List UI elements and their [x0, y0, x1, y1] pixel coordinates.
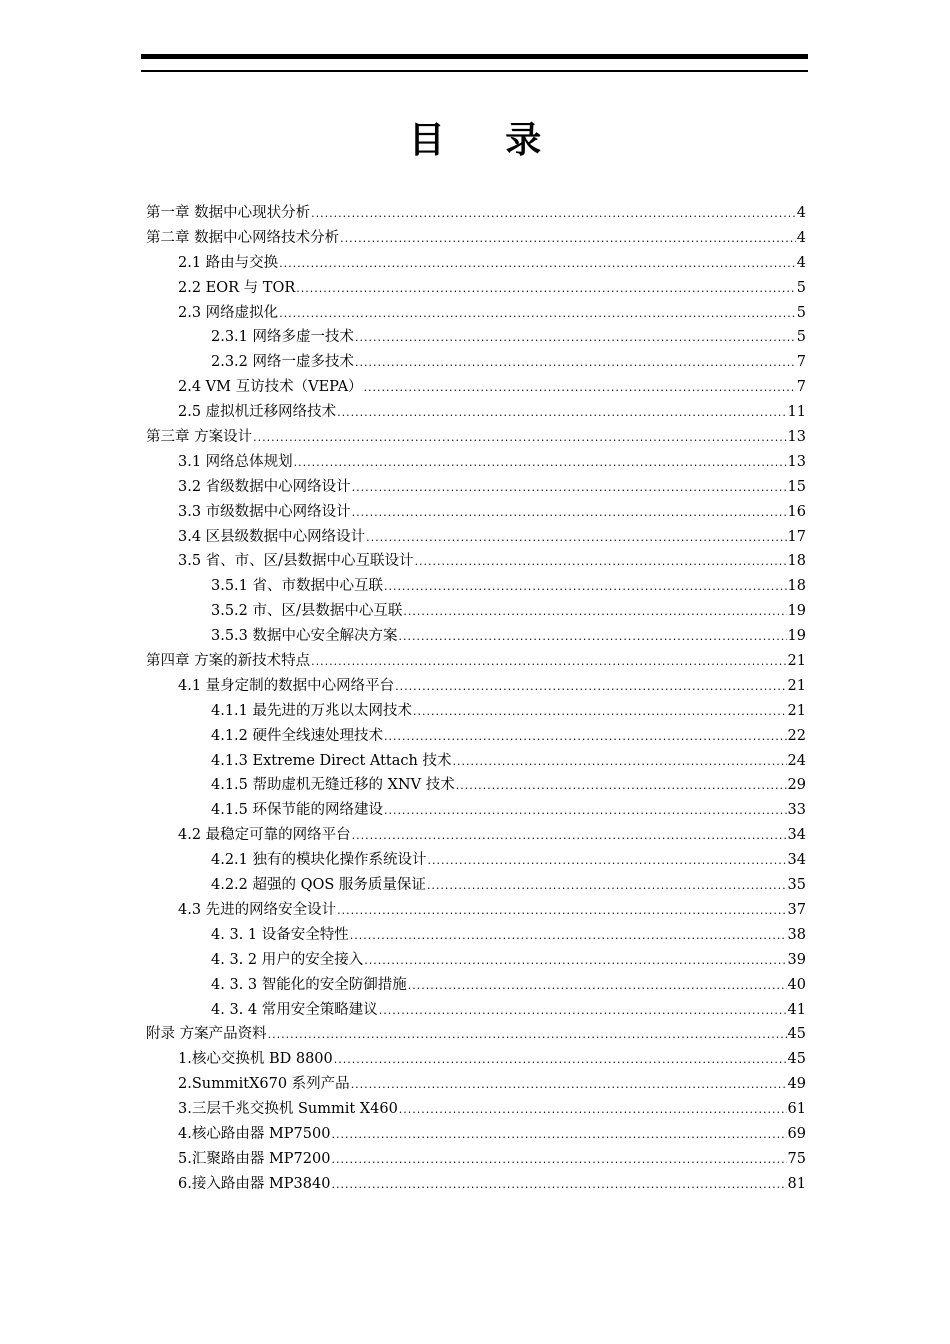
toc-dot-leader	[403, 600, 786, 625]
toc-entry-number: 1.	[178, 1051, 192, 1068]
toc-entry-title: 附录 方案产品资料	[146, 1026, 267, 1043]
toc-entry[interactable]	[146, 923, 806, 948]
toc-entry-title: 2.5 虚拟机迁移网络技术	[178, 404, 337, 421]
header-rule-thick	[141, 54, 808, 59]
toc-entry-page-number: 4	[796, 229, 806, 246]
toc-entry-title: 第一章 数据中心现状分析	[146, 205, 311, 221]
toc-dot-leader	[413, 700, 787, 725]
toc-dot-leader	[355, 351, 796, 376]
toc-entry-title: 4. 3. 4 常用安全策略建议	[211, 1001, 378, 1018]
toc-entry-page-number: 69	[787, 1125, 806, 1142]
toc-entry[interactable]	[146, 201, 806, 226]
toc-dot-leader	[399, 625, 787, 650]
toc-entry-page-number: 11	[787, 404, 806, 421]
toc-dot-leader	[352, 476, 787, 501]
toc-entry-title: 核心交换机 BD 8800	[191, 1051, 333, 1068]
toc-dot-leader	[366, 526, 786, 551]
toc-dot-leader	[253, 426, 786, 451]
toc-entry-number: 6.	[178, 1175, 192, 1192]
toc-entry[interactable]	[146, 749, 806, 774]
toc-entry[interactable]	[146, 1072, 806, 1097]
toc-dot-leader	[331, 1123, 786, 1148]
toc-dot-leader	[456, 774, 787, 799]
toc-entry[interactable]	[146, 425, 806, 450]
toc-dot-leader	[428, 849, 787, 874]
toc-entry-title: 2.3.1 网络多虚一技术	[211, 329, 355, 346]
toc-entry[interactable]	[146, 823, 806, 848]
toc-entry-title: 2.1 路由与交换	[178, 254, 279, 271]
toc-entry-page-number: 17	[787, 528, 806, 545]
toc-entry[interactable]	[146, 500, 806, 525]
toc-entry-title: 2.3 网络虚拟化	[178, 304, 279, 321]
toc-entry[interactable]	[146, 525, 806, 550]
toc-entry-page-number: 34	[787, 827, 806, 844]
toc-dot-leader	[279, 252, 796, 277]
toc-entry-page-number: 5	[796, 304, 806, 321]
toc-entry-page-number: 4	[796, 254, 806, 271]
toc-entry-page-number: 5	[796, 329, 806, 346]
toc-entry[interactable]	[146, 773, 806, 798]
toc-entry[interactable]	[146, 276, 806, 301]
toc-entry-page-number: 7	[796, 354, 806, 371]
toc-dot-leader	[311, 202, 796, 227]
toc-dot-leader	[379, 999, 787, 1024]
toc-entry-title: 2.2 EOR 与 TOR	[178, 279, 296, 296]
toc-dot-leader	[395, 675, 786, 700]
toc-entry-page-number: 33	[787, 802, 806, 819]
toc-entry-title: 3.4 区县级数据中心网络设计	[178, 528, 366, 545]
toc-dot-leader	[384, 575, 787, 600]
toc-entry-title: 3.5.2 市、区/县数据中心互联	[211, 603, 403, 620]
toc-entry-number: 2.	[178, 1076, 192, 1093]
toc-entry-title: 4. 3. 3 智能化的安全防御措施	[211, 976, 407, 993]
toc-entry-page-number: 5	[796, 279, 806, 296]
toc-entry[interactable]	[146, 599, 806, 624]
toc-entry[interactable]	[146, 873, 806, 898]
toc-entry[interactable]	[146, 350, 806, 375]
toc-dot-leader	[364, 949, 786, 974]
toc-entry-page-number: 19	[787, 628, 806, 645]
toc-entry-page-number: 75	[787, 1150, 806, 1167]
toc-dot-leader	[340, 227, 796, 252]
header-rule-thin	[141, 70, 808, 72]
toc-dot-leader	[351, 1073, 787, 1098]
toc-dot-leader	[294, 451, 787, 476]
toc-dot-leader	[334, 1048, 787, 1073]
toc-entry-page-number: 21	[787, 653, 806, 670]
toc-entry[interactable]	[146, 475, 806, 500]
toc-dot-leader	[311, 650, 786, 675]
toc-entry-title: 汇聚路由器 MP7200	[191, 1150, 331, 1167]
toc-entry[interactable]	[146, 724, 806, 749]
toc-entry-page-number: 22	[787, 727, 806, 744]
toc-entry-page-number: 21	[787, 677, 806, 694]
toc-entry-title: 4.2 最稳定可靠的网络平台	[178, 827, 351, 844]
toc-entry-page-number: 39	[787, 951, 806, 968]
toc-entry-page-number: 24	[787, 752, 806, 769]
toc-entry[interactable]	[146, 674, 806, 699]
toc-entry-page-number: 19	[787, 603, 806, 620]
toc-entry-page-number: 41	[787, 1001, 806, 1018]
toc-entry-page-number: 40	[787, 976, 806, 993]
toc-entry-page-number: 21	[787, 702, 806, 719]
toc-entry-title: 第二章 数据中心网络技术分析	[146, 229, 340, 246]
toc-entry[interactable]	[146, 325, 806, 350]
toc-entry-title: 4. 3. 2 用户的安全接入	[211, 951, 364, 968]
toc-entry-number: 3.	[178, 1101, 192, 1118]
toc-entry-page-number: 61	[787, 1101, 806, 1118]
toc-dot-leader	[296, 277, 796, 302]
toc-dot-leader	[364, 376, 796, 401]
toc-entry-page-number: 34	[787, 852, 806, 869]
toc-entry[interactable]	[146, 375, 806, 400]
toc-dot-leader	[384, 725, 787, 750]
toc-entry-title: 4.2.1 独有的模块化操作系统设计	[211, 852, 427, 869]
table-of-contents	[146, 201, 806, 1197]
toc-entry-title: 4.1 量身定制的数据中心网络平台	[178, 677, 395, 694]
toc-entry-page-number: 4	[796, 205, 806, 221]
toc-entry[interactable]	[146, 848, 806, 873]
toc-entry[interactable]	[146, 624, 806, 649]
toc-entry-title: 3.1 网络总体规划	[178, 453, 293, 470]
toc-entry-page-number: 38	[787, 926, 806, 943]
toc-entry-title: 核心路由器 MP7500	[191, 1125, 331, 1142]
toc-entry-number: 5.	[178, 1150, 192, 1167]
toc-dot-leader	[268, 1023, 787, 1048]
toc-entry-title: 3.5 省、市、区/县数据中心互联设计	[178, 553, 414, 570]
toc-entry[interactable]	[146, 649, 806, 674]
toc-dot-leader	[452, 750, 786, 775]
toc-entry[interactable]	[146, 898, 806, 923]
toc-entry-number: 4.	[178, 1125, 192, 1142]
toc-dot-leader	[337, 401, 786, 426]
toc-entry-title: 4.1.2 硬件全线速处理技术	[211, 727, 384, 744]
toc-entry-page-number: 13	[787, 429, 806, 446]
toc-entry-title: 接入路由器 MP3840	[191, 1175, 331, 1192]
toc-entry-page-number: 45	[787, 1051, 806, 1068]
toc-entry[interactable]	[146, 1022, 806, 1047]
toc-entry-title: 3.2 省级数据中心网络设计	[178, 478, 351, 495]
toc-entry[interactable]	[146, 549, 806, 574]
toc-entry-page-number: 15	[787, 478, 806, 495]
toc-entry[interactable]	[146, 973, 806, 998]
toc-entry[interactable]	[146, 699, 806, 724]
toc-dot-leader	[352, 824, 787, 849]
toc-dot-leader	[355, 326, 796, 351]
toc-dot-leader	[279, 302, 796, 327]
toc-entry-title: 4. 3. 1 设备安全特性	[211, 926, 349, 943]
toc-entry-title: 4.1.5 帮助虚机无缝迁移的 XNV 技术	[211, 777, 455, 794]
toc-entry[interactable]	[146, 450, 806, 475]
toc-dot-leader	[415, 550, 787, 575]
toc-entry-page-number: 29	[787, 777, 806, 794]
toc-dot-leader	[331, 1173, 786, 1198]
toc-entry-title: 第三章 方案设计	[146, 429, 253, 446]
toc-entry-page-number: 16	[787, 503, 806, 520]
toc-entry-page-number: 45	[787, 1026, 806, 1043]
toc-entry[interactable]	[146, 998, 806, 1023]
toc-entry[interactable]	[146, 1047, 806, 1072]
toc-entry-title: SummitX670 系列产品	[191, 1076, 350, 1093]
toc-entry-page-number: 49	[787, 1076, 806, 1093]
toc-entry-title: 4.1.1 最先进的万兆以太网技术	[211, 702, 413, 719]
toc-entry[interactable]	[146, 251, 806, 276]
toc-entry-title: 2.3.2 网络一虚多技术	[211, 354, 355, 371]
toc-entry-page-number: 13	[787, 453, 806, 470]
toc-entry-page-number: 18	[787, 553, 806, 570]
toc-dot-leader	[427, 874, 787, 899]
toc-dot-leader	[331, 1148, 786, 1173]
toc-dot-leader	[350, 924, 787, 949]
toc-entry[interactable]	[146, 301, 806, 326]
toc-dot-leader	[337, 899, 786, 924]
toc-entry[interactable]	[146, 948, 806, 973]
toc-entry-title: 4.1.5 环保节能的网络建设	[211, 802, 384, 819]
toc-entry[interactable]	[146, 1147, 806, 1172]
toc-entry-page-number: 18	[787, 578, 806, 595]
toc-entry-title: 3.3 市级数据中心网络设计	[178, 503, 351, 520]
toc-entry-page-number: 81	[787, 1175, 806, 1192]
toc-entry[interactable]	[146, 226, 806, 251]
toc-entry-page-number: 35	[787, 877, 806, 894]
toc-entry-title: 4.2.2 超强的 QOS 服务质量保证	[211, 877, 426, 894]
toc-entry-page-number: 37	[787, 901, 806, 918]
toc-entry[interactable]	[146, 1172, 806, 1197]
toc-dot-leader	[408, 974, 787, 999]
toc-entry-title: 4.1.3 Extreme Direct Attach 技术	[211, 752, 452, 769]
toc-entry[interactable]	[146, 400, 806, 425]
toc-entry-title: 3.5.3 数据中心安全解决方案	[211, 628, 398, 645]
toc-entry[interactable]	[146, 798, 806, 823]
toc-entry-title: 第四章 方案的新技术特点	[146, 653, 311, 670]
page-title: 目 录	[408, 120, 566, 161]
toc-dot-leader	[399, 1098, 787, 1123]
toc-entry-title: 4.3 先进的网络安全设计	[178, 901, 337, 918]
toc-entry[interactable]	[146, 1122, 806, 1147]
toc-dot-leader	[352, 501, 787, 526]
toc-entry-title: 3.5.1 省、市数据中心互联	[211, 578, 384, 595]
toc-entry[interactable]	[146, 574, 806, 599]
toc-entry-title: 三层千兆交换机 Summit X460	[191, 1101, 398, 1118]
toc-entry[interactable]	[146, 1097, 806, 1122]
toc-dot-leader	[384, 799, 787, 824]
toc-entry-page-number: 7	[796, 379, 806, 396]
toc-entry-title: 2.4 VM 互访技术（VEPA）	[178, 379, 363, 396]
